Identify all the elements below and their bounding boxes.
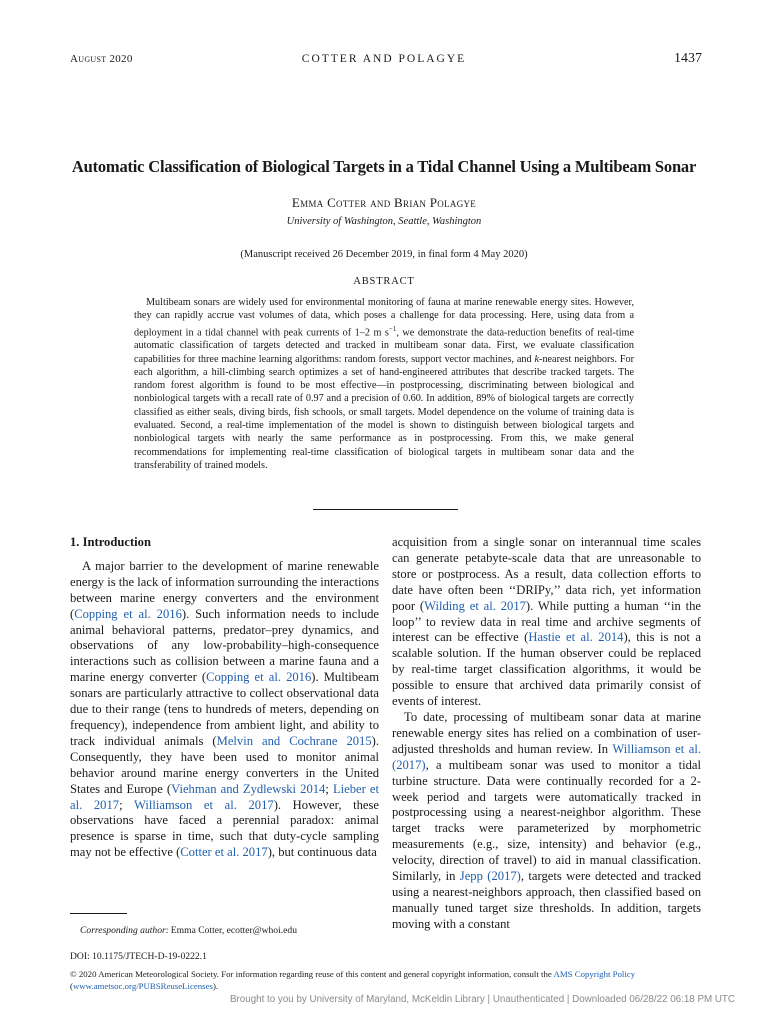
abstract-text: Multibeam sonars are widely used for environmental monitoring of fauna at marine renewable energy sites. However, they can rapidly accrue vast volumes of data, which poses a challenge for data processing. Here, using data from a deployment in a tidal channel with peak currents of 1–2 m $s^{-1}$, we demonstrate the data-reduction benefits of real-time automatic classification of targets detected and tracked in multibeam sonar data. First, we evaluate classification capabilities for three machine learning algorithms: random forests, support vector machines, and k-nearest neighbors. For each algorithm, a hill-climbing search optimizes a set of hand-engineered attributes that describe tracked targets. The random forest algorithm is found to be most effective—in postprocessing, discriminating between biological and nonbiological targets with a recall rate of 0.97 and a precision of 0.60. In addition, 89% of biological targets are correctly classified as either seals, diving birds, fish schools, or small targets. Model dependence on the volume of training data is evaluated. Second, a real-time implementation of the model is shown to distinguish between biological targets and nonbiological targets with nearly the same performance as in postprocessing. From this, we make general recommendations for implementing real-time classification of biological targets in multibeam sonar data and the transferability of trained models. (134, 297, 634, 471)
copyright-notice: © 2020 American Meteorological Society. For information regarding reuse of this content and general copyright information, consult the AMS Copyright Policy (www.ametsoc.org/PUBSReuseLicenses). (70, 969, 636, 991)
citation-link[interactable]: Melvin and Cochrane 2015 (216, 733, 372, 748)
citation-link[interactable]: Hastie et al. 2014 (528, 630, 624, 645)
page-number: 1437 (674, 51, 702, 66)
download-notice: Brought to you by University of Maryland, McKeldin Library | Unauthenticated | Downloaded 06/28/22 06:18 PM UTC (230, 994, 735, 1005)
citation-link[interactable]: Williamson et al. (2017) (392, 741, 701, 772)
author-affiliation: University of Washington, Seattle, Washington (286, 216, 482, 227)
header-date: August 2020 (70, 53, 133, 65)
footnote-divider (70, 913, 127, 914)
author-list: Emma Cotter and Brian Polagye (291, 195, 477, 210)
reuse-licenses-link[interactable]: www.ametsoc.org/PUBSReuseLicenses (72, 980, 213, 991)
intro-paragraph-2: To date, processing of multibeam sonar data at marine renewable energy sites has relied on a combination of user-adjusted thresholds and human review. In Williamson et al. (2017), a multibeam sonar was used to monitor a tidal turbine structure. Data were continually recorded for a 2-week period and targets were automatically tracked in postprocessing using a nearest-neighbor algorithm. These target tracks were parameterized by morphometric measurements (e.g., size, intensity) and behavior (e.g., velocity, direction of travel) to aid in manual classification. Similarly, in Jepp (2017), targets were detected and tracked using a nearest-neighbors approach, then classified based on manually tuned target size thresholds. In addition, targets moving with a constant (392, 709, 701, 931)
left-column (70, 535, 379, 861)
copyright-policy-link[interactable]: AMS Copyright Policy (553, 969, 636, 979)
citation-link[interactable]: Copping et al. 2016 (206, 670, 312, 685)
citation-link[interactable]: Viehman and Zydlewski 2014 (171, 781, 326, 796)
citation-link[interactable]: Copping et al. 2016 (74, 606, 182, 621)
citation-link[interactable]: Williamson et al. 2017 (134, 797, 274, 812)
abstract-divider (313, 509, 458, 510)
section-heading-introduction: 1. Introduction (70, 535, 151, 549)
citation-link[interactable]: Cotter et al. 2017 (180, 845, 268, 860)
doi: DOI: 10.1175/JTECH-D-19-0222.1 (70, 951, 207, 962)
corresponding-author-footnote: Corresponding author: Emma Cotter, ecotter@whoi.edu (80, 925, 298, 936)
intro-paragraph-1: A major barrier to the development of marine renewable energy is the lack of information surrounding the interactions between marine energy converters and the environment (Copping et al. 2016). Such information needs to include animal behavioral patterns, predator–prey dynamics, and observations of any low-probability–high-consequence interactions such as collision between a marine fauna and a marine energy converter (Copping et al. 2016). Multibeam sonars are particularly attractive to collect observational data due to their range (tens to hundreds of meters, depending on frequency), independence from ambient light, and ability to track individual animals (Melvin and Cochrane 2015). Consequently, they have been used to monitor animal behavior around marine energy converters in the United States and Europe (Viehman and Zydlewski 2014; Lieber et al. 2017; Williamson et al. 2017). However, these observations have faced a perennial paradox: animal presence is sparse in time, such that duty-cycle sampling may not be effective (Cotter et al. 2017), but continuous data (70, 558, 380, 860)
citation-link[interactable]: Wilding et al. 2017 (424, 598, 526, 613)
right-column (392, 535, 701, 933)
intro-paragraph-1-continued: acquisition from a single sonar on interannual time scales can generate petabyte-scale data that are unreasonable to store or postprocess. As a result, data collection efforts to date have often been ‘‘DRIPy,’’ data rich, yet information poor (Wilding et al. 2017). While putting a human ‘‘in the loop’’ to review data in real time and archive segments of interest can be effective (Hastie et al. 2014), this is not a scalable solution. If the human observer could be replaced by real-time target classification algorithms, it would be possible to ensure that archived data primarily consist of events of interest. (392, 535, 701, 709)
citation-link[interactable]: Jepp (2017) (459, 869, 521, 884)
citation-link[interactable]: Lieber et al. 2017 (70, 781, 379, 812)
abstract-heading: ABSTRACT (353, 276, 415, 287)
running-title: COTTER AND POLAGYE (301, 53, 467, 65)
article-title: Automatic Classification of Biological Targets in a Tidal Channel Using a Multibeam Sonar (71, 157, 697, 176)
manuscript-dates: (Manuscript received 26 December 2019, in final form 4 May 2020) (240, 249, 528, 260)
